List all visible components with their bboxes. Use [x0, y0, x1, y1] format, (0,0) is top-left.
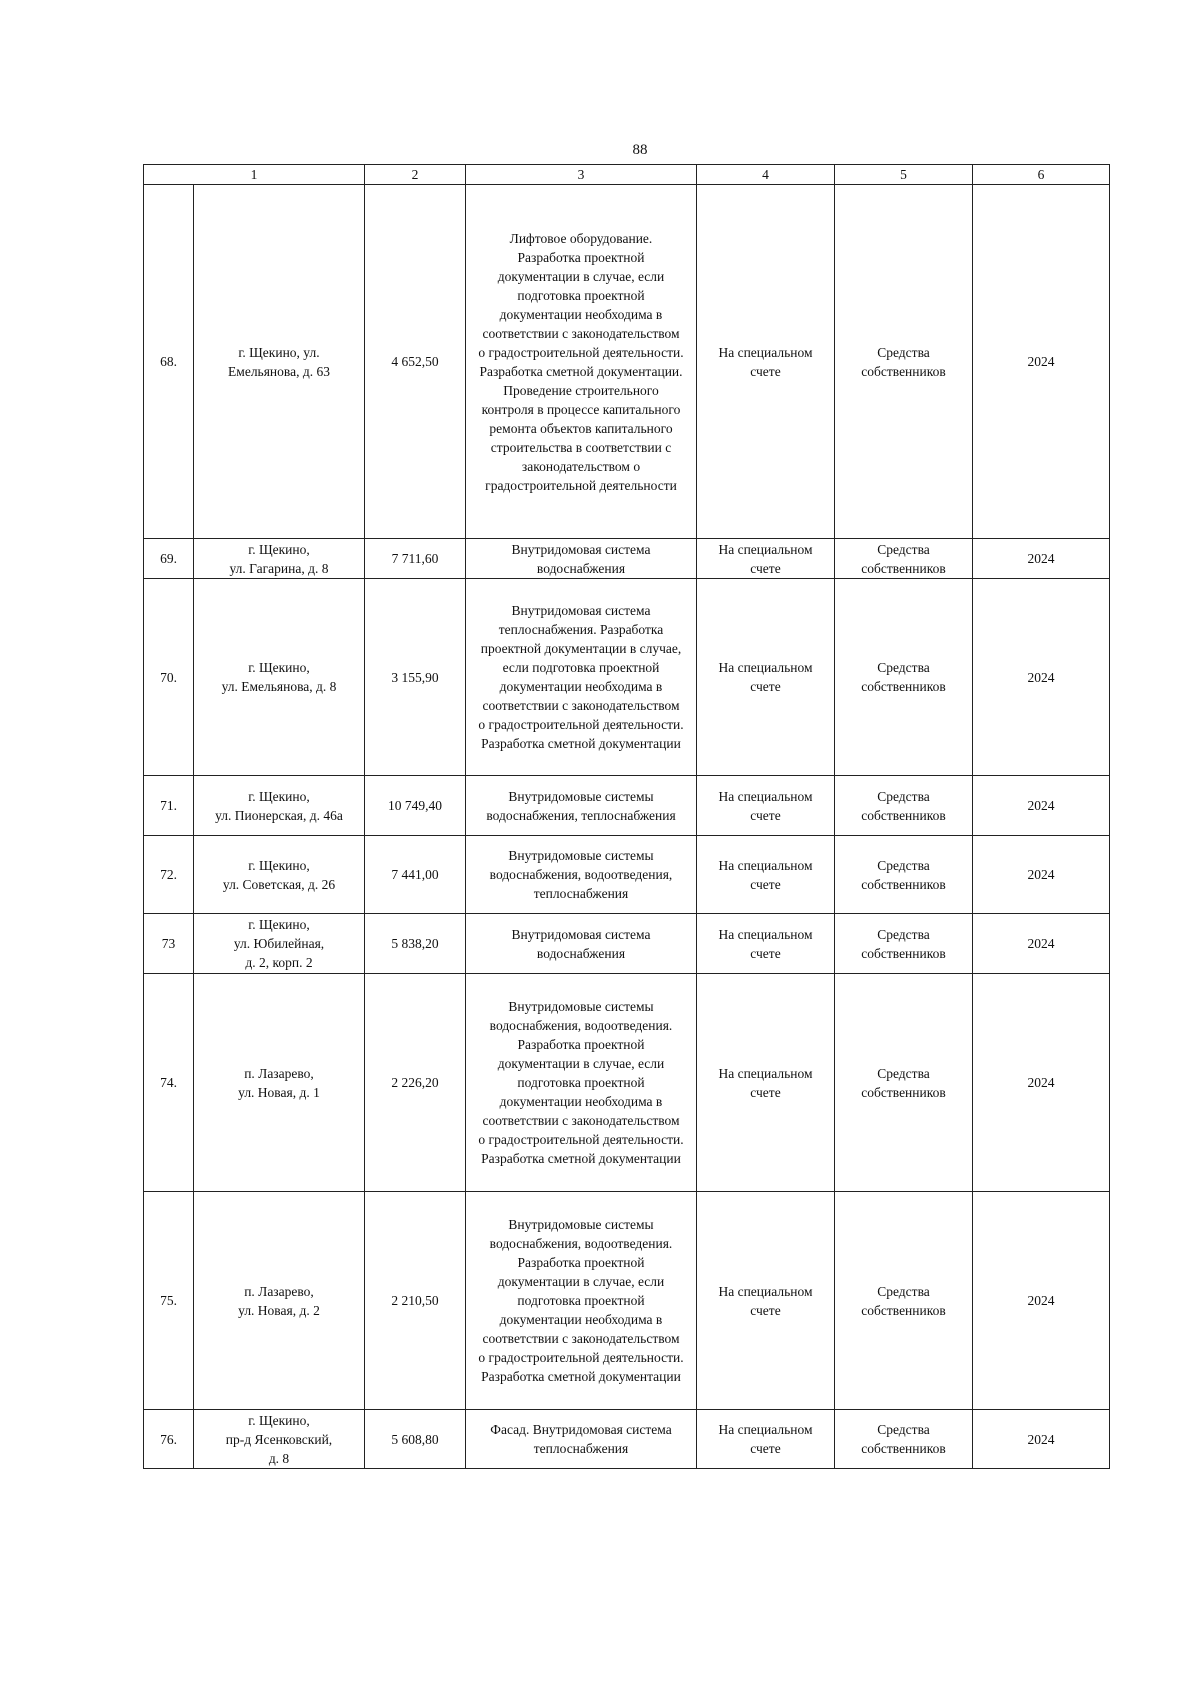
address-cell: г. Щекино, ул. Пионерская, д. 46а: [194, 776, 365, 836]
funding-source-cell: Средства собственников: [835, 1192, 973, 1410]
row-number: 73: [144, 914, 194, 974]
funding-source-cell: Средства собственников: [835, 185, 973, 539]
table-row: [144, 776, 1110, 836]
account-cell: На специальном счете: [697, 579, 835, 776]
column-number-2: 2: [365, 165, 466, 185]
funding-source-cell: Средства собственников: [835, 1410, 973, 1469]
year-cell: 2024: [973, 539, 1110, 579]
year-cell: 2024: [973, 185, 1110, 539]
table-row: [144, 579, 1110, 776]
funding-source-cell: Средства собственников: [835, 579, 973, 776]
row-number: 72.: [144, 836, 194, 914]
funding-source-cell: Средства собственников: [835, 776, 973, 836]
area-cell: 7 441,00: [365, 836, 466, 914]
work-type-cell: Лифтовое оборудование. Разработка проектной документации в случае, если подготовка проектной документации необходима в соответствии с законодательством о градостроительной деятельности. Разработка сметной документации. Проведение строительного контроля в процессе капитального ремонта объектов капитального строительства в соответствии с законодательством о градостроительной деятельности: [466, 185, 697, 539]
address-cell: г. Щекино, ул. Емельянова, д. 63: [194, 185, 365, 539]
area-cell: 5 838,20: [365, 914, 466, 974]
table-row: [144, 836, 1110, 914]
account-cell: На специальном счете: [697, 776, 835, 836]
address-cell: г. Щекино, ул. Гагарина, д. 8: [194, 539, 365, 579]
address-cell: г. Щекино, пр-д Ясенковский, д. 8: [194, 1410, 365, 1469]
account-cell: На специальном счете: [697, 974, 835, 1192]
work-type-cell: Внутридомовые системы водоснабжения, водоотведения. Разработка проектной документации в случае, если подготовка проектной документации необходима в соответствии с законодательством о градостроительной деятельности. Разработка сметной документации: [466, 974, 697, 1192]
capital-repair-table: [143, 164, 1110, 1469]
funding-source-cell: Средства собственников: [835, 974, 973, 1192]
year-cell: 2024: [973, 1192, 1110, 1410]
address-cell: п. Лазарево, ул. Новая, д. 2: [194, 1192, 365, 1410]
table-row: [144, 1410, 1110, 1469]
work-type-cell: Внутридомовые системы водоснабжения, водоотведения. Разработка проектной документации в случае, если подготовка проектной документации необходима в соответствии с законодательством о градостроительной деятельности. Разработка сметной документации: [466, 1192, 697, 1410]
account-cell: На специальном счете: [697, 539, 835, 579]
account-cell: На специальном счете: [697, 185, 835, 539]
column-number-4: 4: [697, 165, 835, 185]
column-number-3: 3: [466, 165, 697, 185]
work-type-cell: Фасад. Внутридомовая система теплоснабжения: [466, 1410, 697, 1469]
account-cell: На специальном счете: [697, 836, 835, 914]
area-cell: 7 711,60: [365, 539, 466, 579]
column-number-6: 6: [973, 165, 1110, 185]
table-row: [144, 914, 1110, 974]
account-cell: На специальном счете: [697, 1192, 835, 1410]
year-cell: 2024: [973, 836, 1110, 914]
column-number-5: 5: [835, 165, 973, 185]
work-type-cell: Внутридомовые системы водоснабжения, теплоснабжения: [466, 776, 697, 836]
work-type-cell: Внутридомовые системы водоснабжения, водоотведения, теплоснабжения: [466, 836, 697, 914]
year-cell: 2024: [973, 914, 1110, 974]
column-number-1: 1: [144, 165, 365, 185]
year-cell: 2024: [973, 974, 1110, 1192]
work-type-cell: Внутридомовая система водоснабжения: [466, 914, 697, 974]
row-number: 68.: [144, 185, 194, 539]
row-number: 75.: [144, 1192, 194, 1410]
address-cell: г. Щекино, ул. Советская, д. 26: [194, 836, 365, 914]
row-number: 76.: [144, 1410, 194, 1469]
table-row: [144, 185, 1110, 539]
area-cell: 2 226,20: [365, 974, 466, 1192]
row-number: 70.: [144, 579, 194, 776]
column-number-row: [144, 165, 1110, 185]
year-cell: 2024: [973, 776, 1110, 836]
area-cell: 10 749,40: [365, 776, 466, 836]
row-number: 71.: [144, 776, 194, 836]
page-number: 88: [632, 142, 648, 158]
area-cell: 3 155,90: [365, 579, 466, 776]
account-cell: На специальном счете: [697, 1410, 835, 1469]
work-type-cell: Внутридомовая система теплоснабжения. Разработка проектной документации в случае, если подготовка проектной документации необходима в соответствии с законодательством о градостроительной деятельности. Разработка сметной документации: [466, 579, 697, 776]
funding-source-cell: Средства собственников: [835, 539, 973, 579]
funding-source-cell: Средства собственников: [835, 914, 973, 974]
address-cell: п. Лазарево, ул. Новая, д. 1: [194, 974, 365, 1192]
funding-source-cell: Средства собственников: [835, 836, 973, 914]
account-cell: На специальном счете: [697, 914, 835, 974]
row-number: 74.: [144, 974, 194, 1192]
row-number: 69.: [144, 539, 194, 579]
area-cell: 4 652,50: [365, 185, 466, 539]
year-cell: 2024: [973, 1410, 1110, 1469]
work-type-cell: Внутридомовая система водоснабжения: [466, 539, 697, 579]
table-row: [144, 974, 1110, 1192]
address-cell: г. Щекино, ул. Емельянова, д. 8: [194, 579, 365, 776]
table-row: [144, 539, 1110, 579]
address-cell: г. Щекино, ул. Юбилейная, д. 2, корп. 2: [194, 914, 365, 974]
area-cell: 2 210,50: [365, 1192, 466, 1410]
area-cell: 5 608,80: [365, 1410, 466, 1469]
year-cell: 2024: [973, 579, 1110, 776]
table-row: [144, 1192, 1110, 1410]
